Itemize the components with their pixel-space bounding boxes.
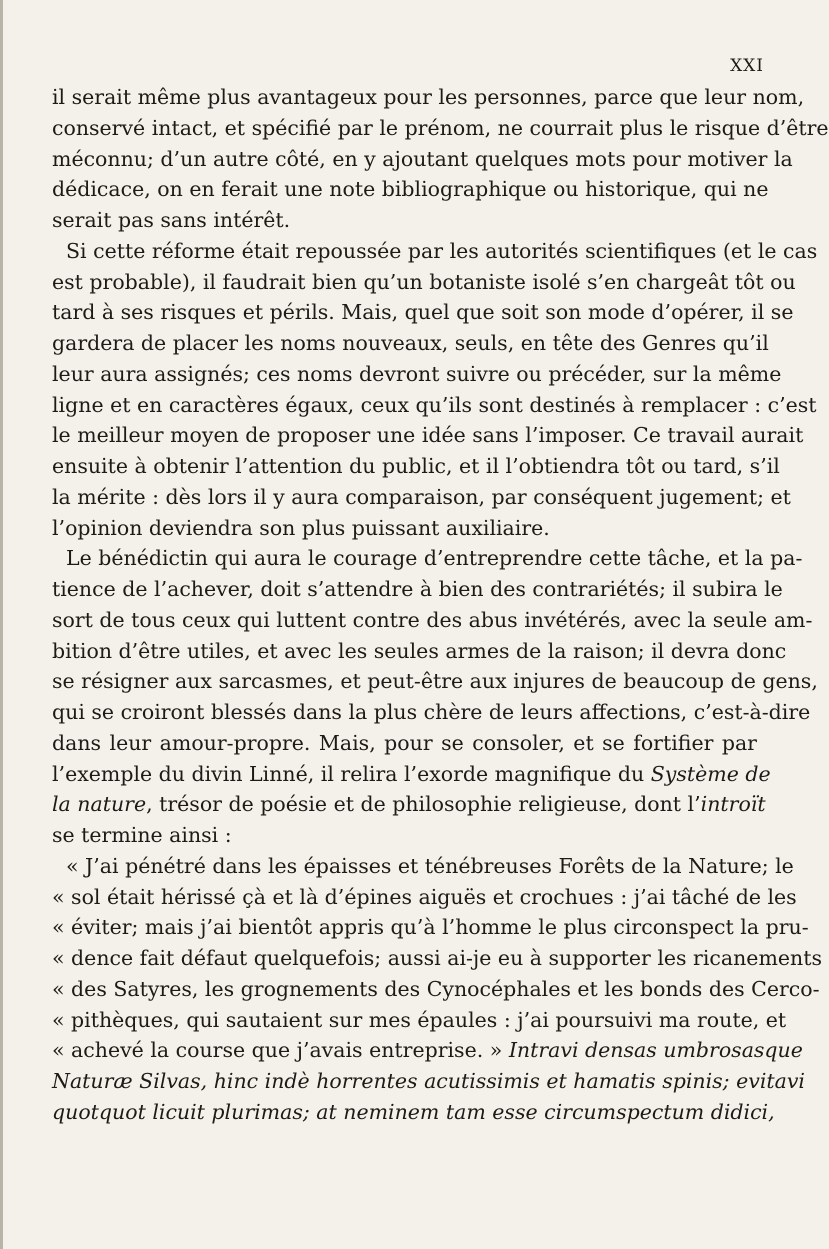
quote-line: « pithèques, qui sautaient sur mes épaules : j’ai poursuivi ma route, et (52, 1007, 787, 1032)
text-line: est probable), il faudrait bien qu’un botaniste isolé s’en chargeât tôt ou (52, 269, 796, 294)
text-line: tience de l’achever, doit s’attendre à bien des contrariétés; il subira le (52, 577, 783, 601)
text-line: qui se croiront blessés dans la plus chère de leurs affections, c’est-à-dire (52, 700, 811, 724)
text-line: dans leur amour-propre. Mais, pour se consoler, et se fortifier par (52, 730, 757, 755)
quote-line (52, 1035, 803, 1066)
text-line: conservé intact, et spécifié par le prénom, ne courrait plus le risque d’être (52, 115, 829, 140)
title-italic: Système de (650, 761, 771, 786)
text-line: Le bénédictin qui aura le courage d’entreprendre cette tâche, et la pa- (66, 546, 803, 571)
quote-line: « J’ai pénétré dans les épaisses et ténébreuses Forêts de la Nature; le (66, 853, 794, 878)
text-line: Si cette réforme était repoussée par les autorités scientifiques (et le cas (66, 238, 818, 263)
body-text (52, 82, 829, 1128)
text-run: , trésor de poésie et de philosophie religieuse, dont l’ (146, 792, 701, 817)
title-italic: la nature (52, 792, 147, 817)
quote-line: « dence fait défaut quelquefois; aussi ai-je eu à supporter les ricanements (52, 946, 822, 970)
quote-line: « des Satyres, les grognements des Cynocéphales et les bonds des Cerco- (52, 976, 820, 1001)
page-edge (0, 0, 3, 1249)
text-line (52, 759, 771, 790)
page-number: XXI (730, 56, 764, 76)
latin-line: quotquot licuit plurimas; at neminem tam esse circumspectum didici, (52, 1099, 775, 1124)
text-line: tard à ses risques et périls. Mais, quel que soit son mode d’opérer, il se (52, 300, 794, 325)
term-italic: introït (700, 792, 766, 817)
latin-line: Naturæ Silvas, hinc indè horrentes acutissimis et hamatis spinis; evitavi (52, 1069, 805, 1093)
text-line: sort de tous ceux qui luttent contre des abus invétérés, avec la seule am- (52, 607, 813, 632)
text-line: méconnu; d’un autre côté, en y ajoutant quelques mots pour motiver la (52, 146, 793, 171)
text-line: ligne et en caractères égaux, ceux qu’ils sont destinés à remplacer : c’est (52, 392, 817, 417)
text-line: la mérite : dès lors il y aura comparaison, par conséquent jugement; et (52, 484, 791, 509)
quote-line: « éviter; mais j’ai bientôt appris qu’à l’homme le plus circonspect la pru- (52, 915, 809, 940)
quote-line: « sol était hérissé çà et là d’épines aiguës et crochues : j’ai tâché de les (52, 884, 797, 909)
text-line: il serait même plus avantageux pour les personnes, parce que leur nom, (52, 85, 805, 109)
text-line: serait pas sans intérêt. (52, 208, 291, 232)
text-line: bition d’être utiles, et avec les seules armes de la raison; il devra donc (52, 638, 787, 663)
text-run: « achevé la course que j’avais entreprise. » (52, 1038, 509, 1063)
text-run: l’exemple du divin Linné, il relira l’exorde magnifique du (52, 761, 645, 786)
latin-italic: Intravi densas umbrosasque (508, 1038, 803, 1063)
text-line: le meilleur moyen de proposer une idée sans l’imposer. Ce travail aurait (52, 423, 804, 448)
text-line: ensuite à obtenir l’attention du public, et il l’obtiendra tôt ou tard, s’il (52, 454, 780, 478)
text-line: se résigner aux sarcasmes, et peut-être aux injures de beaucoup de gens, (52, 669, 818, 694)
text-line: se termine ainsi : (52, 823, 232, 847)
text-line: leur aura assignés; ces noms devront suivre ou précéder, sur la même (52, 361, 782, 386)
text-line: gardera de placer les noms nouveaux, seuls, en tête des Genres qu’il (52, 331, 769, 355)
text-line: dédicace, on en ferait une note bibliographique ou historique, qui ne (52, 177, 769, 202)
text-line: l’opinion deviendra son plus puissant auxiliaire. (52, 515, 550, 540)
text-line (52, 789, 766, 820)
